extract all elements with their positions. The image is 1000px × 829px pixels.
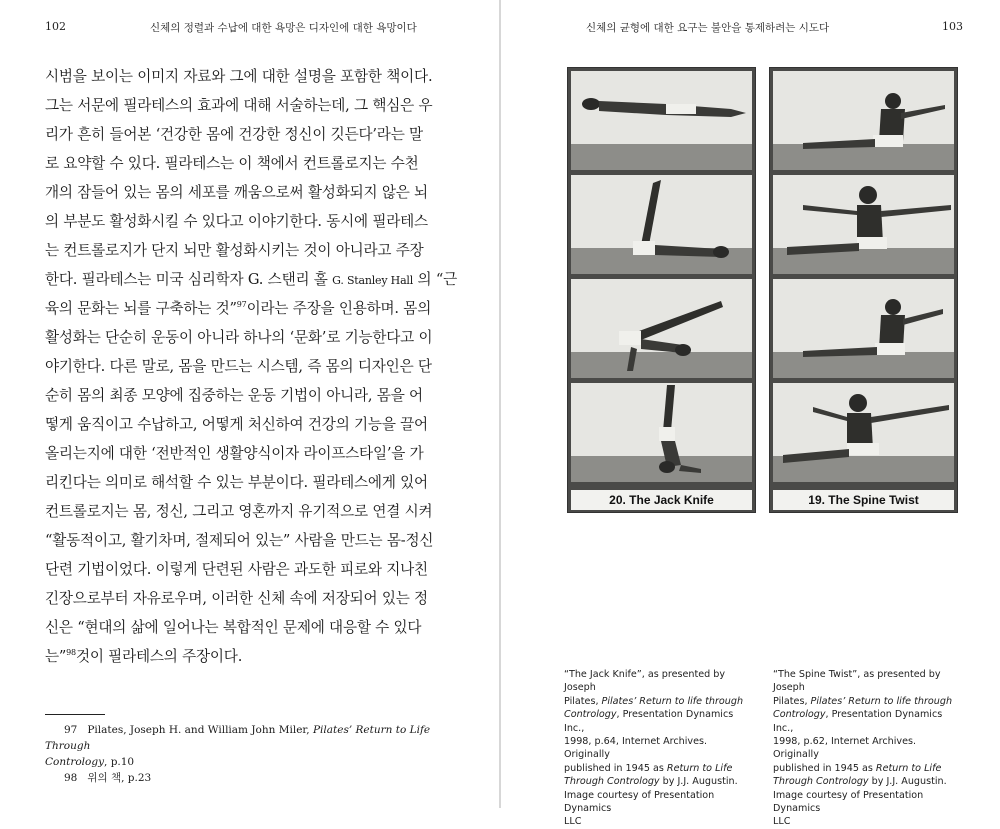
- photo-panel: [773, 175, 954, 274]
- footnote-title-cont: Contrology: [45, 756, 105, 768]
- caption-line: LLC: [773, 816, 791, 828]
- caption-line: published in 1945 as Return to Life: [564, 762, 733, 774]
- caption-line: Pilates, Pilates’ Return to life through: [564, 695, 744, 707]
- figure-jack-knife-icon: [571, 383, 752, 482]
- photo-panel: [773, 383, 954, 482]
- caption-line: Through Contrology by J.J. Augustin.: [564, 776, 738, 788]
- photo-plate-spine-twist: [769, 67, 958, 513]
- footnote-text: 위의 책, p.23: [87, 772, 152, 784]
- body-line: 활성화는 단순히 운동이 아니라 하나의 ‘문화’로 기능한다고 이: [45, 329, 433, 346]
- body-line: [45, 642, 457, 671]
- running-head: 신체의 정렬과 수납에 대한 욕망은 디자인에 대한 욕망이다: [150, 22, 417, 34]
- photo-caption: [773, 668, 963, 829]
- figure-twist-full-icon: [773, 383, 954, 482]
- body-line-tail: 이라는 주장을 인용하며. 몸의: [246, 300, 432, 317]
- body-text: [45, 62, 457, 671]
- photo-panel: [571, 279, 752, 378]
- body-line: [45, 294, 457, 323]
- body-line: 개의 잠들어 있는 몸의 세포를 깨움으로써 활성화되지 않은 뇌: [45, 184, 428, 201]
- name-inline: G. Stanley Hall: [332, 274, 414, 287]
- figure-lying-icon: [571, 71, 752, 170]
- footnote-97-cont: [45, 754, 465, 770]
- body-line: [45, 265, 457, 294]
- body-line: 의 부분도 활성화시킬 수 있다고 이야기한다. 동시에 필라테스: [45, 213, 428, 230]
- photo-panel: [571, 175, 752, 274]
- caption-line: Contrology, Presentation Dynamics Inc.,: [564, 709, 734, 734]
- caption-line: 1998, p.64, Internet Archives. Originally: [564, 736, 708, 761]
- right-page: [501, 0, 1000, 828]
- body-line: 시범을 보이는 이미지 자료와 그에 대한 설명을 포함한 책이다.: [45, 68, 433, 85]
- caption-line: published in 1945 as Return to Life: [773, 762, 942, 774]
- caption-line: Contrology, Presentation Dynamics Inc.,: [773, 709, 943, 734]
- caption-line: LLC: [564, 816, 582, 828]
- body-line-tail: 것이 필라테스의 주장이다.: [75, 648, 243, 665]
- figure-sitting-arms-side-icon: [773, 279, 954, 378]
- figure-twist-icon: [773, 175, 954, 274]
- photo-caption: [564, 668, 754, 829]
- body-line: 야기한다. 다른 말로, 몸을 만드는 시스템, 즉 몸의 디자인은 단: [45, 358, 432, 375]
- photo-panel: [773, 279, 954, 378]
- running-head: 신체의 균형에 대한 요구는 불안을 통제하려는 시도다: [586, 22, 830, 34]
- plate-label: 20. The Jack Knife: [571, 490, 752, 510]
- body-line: 리가 흔히 들어본 ‘건강한 몸에 건강한 정신이 깃든다’라는 말: [45, 126, 423, 143]
- body-line: 단련 기법이었다. 이렇게 단련된 사람은 과도한 피로와 지나친: [45, 561, 428, 578]
- body-line: 는 컨트롤로지가 단지 뇌만 활성화시키는 것이 아니라고 주장: [45, 242, 424, 259]
- figure-roll-over-icon: [571, 279, 752, 378]
- body-line: 긴장으로부터 자유로우며, 이러한 신체 속에 저장되어 있는 정: [45, 590, 428, 607]
- body-line: 컨트롤로지는 몸, 정신, 그리고 영혼까지 유기적으로 연결 시켜: [45, 503, 433, 520]
- photo-panel: [571, 383, 752, 482]
- caption-line: “The Jack Knife”, as presented by Joseph: [564, 669, 726, 694]
- body-line: 떻게 움직이고 수납하고, 어떻게 처신하여 건강의 기능을 끌어: [45, 416, 428, 433]
- caption-line: Through Contrology by J.J. Augustin.: [773, 776, 947, 788]
- body-line-text: 한다. 필라테스는 미국 심리학자 G. 스탠리 홀: [45, 271, 333, 288]
- figure-legs-up-icon: [571, 175, 752, 274]
- left-page: [0, 0, 499, 808]
- footnote-tail: , p.10: [104, 756, 135, 768]
- photo-plate-jack-knife: [567, 67, 756, 513]
- body-line: 리킨다는 의미로 해석할 수 있는 부분이다. 필라테스에게 있어: [45, 474, 428, 491]
- photo-panel: [773, 71, 954, 170]
- body-line: 그는 서문에 필라테스의 효과에 대해 서술하는데, 그 핵심은 우: [45, 97, 433, 114]
- body-line: 올리는지에 대한 ‘전반적인 생활양식이자 라이프스타일’을 가: [45, 445, 424, 462]
- plate-label: 19. The Spine Twist: [773, 490, 954, 510]
- footnote-rule: [45, 714, 105, 715]
- body-line-text: 육의 문화는 뇌를 구축하는 것”: [45, 300, 237, 317]
- footnote-number: 97: [64, 724, 78, 736]
- page-number: 102: [45, 20, 66, 33]
- body-line-text: 는”: [45, 648, 67, 665]
- figure-sitting-arms-forward-icon: [773, 71, 954, 170]
- footnote-ref-97[interactable]: 97: [236, 300, 247, 309]
- caption-line: 1998, p.62, Internet Archives. Originally: [773, 736, 917, 761]
- footnote-98: [45, 770, 465, 786]
- body-line: 신은 “현대의 삶에 일어나는 복합적인 문제에 대응할 수 있다: [45, 619, 422, 636]
- footnote-title: Pilates’ Return to Life Through: [45, 724, 431, 752]
- body-line: 로 요약할 수 있다. 필라테스는 이 책에서 컨트롤로지는 수천: [45, 155, 419, 172]
- page-number: 103: [942, 20, 963, 33]
- footnote-number: 98: [64, 772, 78, 784]
- footnote-ref-98[interactable]: 98: [66, 648, 76, 657]
- caption-line: Image courtesy of Presentation Dynamics: [773, 789, 924, 815]
- caption-line: “The Spine Twist”, as presented by Joseph: [773, 669, 941, 694]
- body-line-tail: 의 “근: [413, 271, 458, 288]
- caption-line: Image courtesy of Presentation Dynamics: [564, 789, 715, 815]
- footnotes: [45, 722, 465, 786]
- photo-panel: [571, 71, 752, 170]
- footnote-text: Pilates, Joseph H. and William John Miler,: [87, 724, 313, 736]
- body-line: 순히 몸의 최종 모양에 집중하는 운동 기법이 아니라, 몸을 어: [45, 387, 423, 404]
- body-line: “활동적이고, 활기차며, 절제되어 있는” 사람을 만드는 몸-정신: [45, 532, 434, 549]
- footnote-97: [45, 722, 465, 754]
- caption-line: Pilates, Pilates’ Return to life through: [773, 695, 953, 707]
